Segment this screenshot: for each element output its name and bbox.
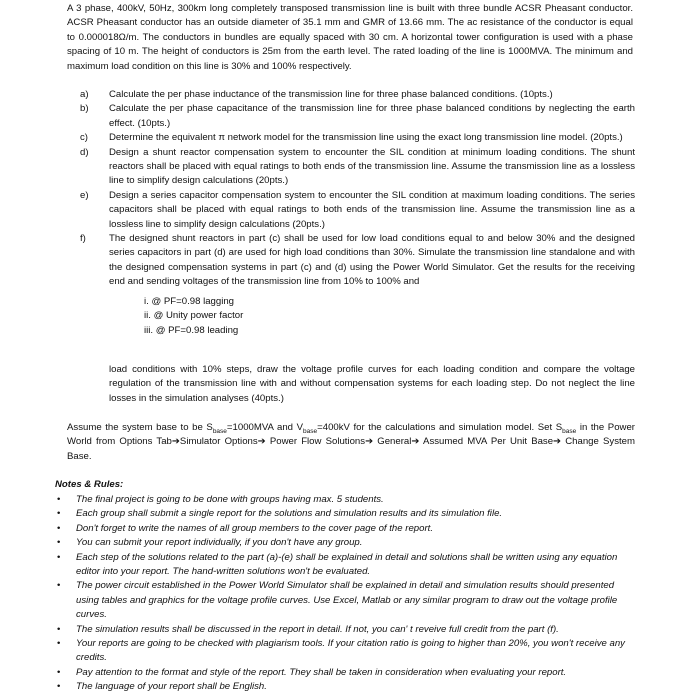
- task-list: [80, 88, 635, 338]
- task-item-f: [80, 232, 635, 338]
- note-text: The final project is going to be done with groups having max. 5 students.: [76, 494, 384, 505]
- note-text: The language of your report shall be English.: [76, 681, 267, 693]
- note-item: [55, 522, 637, 536]
- bullet-icon: •: [57, 551, 61, 563]
- pf-case-item: iii. @ PF=0.98 leading: [144, 324, 239, 336]
- task-label: d): [80, 146, 89, 158]
- task-item-e: [80, 189, 635, 232]
- base-text: =400kV for the calculations and simulation model. Set S: [317, 422, 563, 433]
- power-factor-cases: [109, 295, 635, 338]
- bullet-icon: •: [57, 623, 61, 635]
- note-text: You can submit your report individually, if you don't have any group.: [76, 537, 363, 549]
- base-subscript: base: [303, 427, 318, 435]
- base-text: in the Power World from Options Tab➔Simulator Options➔ Power Flow Solutions➔ General➔ Assumed MVA Per Unit Base➔ Change System Base.: [67, 422, 636, 462]
- task-item-a: [80, 88, 635, 102]
- bullet-icon: •: [57, 666, 61, 678]
- task-text: Design a shunt reactor compensation system to encounter the SIL condition at minimum loading conditions. The shunt reactors shall be placed with equal ratings to both ends of the transmission line. Assume the transmission line as a lossless line to simplify design calculations (20pts.): [109, 146, 635, 187]
- note-text: The power circuit established in the Power World Simulator shall be explained in detail and simulation results should presented using tables and graphics for the voltage profile curves. Use Excel, Matlab or any similar program to draw out the voltage profile curves.: [76, 580, 618, 621]
- bullet-icon: •: [57, 494, 61, 505]
- task-label: c): [80, 132, 88, 144]
- notes-heading: Notes & Rules:: [55, 479, 124, 490]
- task-text: The designed shunt reactors in part (c) shall be used for low load conditions equal to and below 30% and the designed series capacitors in part (d) are used for high load conditions than 30%. Simulate the transmission line standalone and with the designed compensation systems in part (c) and (d) using the Power World Simulator. Get the results for the receiving end and sending voltages of the transmission line from 10% to 100% and: [109, 233, 635, 288]
- task-item-c: [80, 131, 635, 145]
- bullet-icon: •: [57, 522, 61, 534]
- note-text: Each step of the solutions related to the part (a)-(e) shall be explained in detail and solutions shall be written using any equation editor into your report. The hand-written solutions won't be evaluated.: [76, 551, 618, 578]
- task-text: Design a series capacitor compensation system to encounter the SIL condition at maximum loading conditions. The series capacitors shall be placed with equal ratings to both ends of the transmission line. Assume the transmission line as a lossless line to simplify design calculations (20pts.): [109, 189, 635, 230]
- task-text: Determine the equivalent π network model for the transmission line using the exact long transmission line model. (20pts.): [109, 132, 623, 144]
- note-item: [55, 493, 637, 507]
- base-subscript: base: [212, 427, 227, 435]
- note-item: [55, 551, 637, 580]
- note-item: [55, 579, 637, 622]
- notes-list: [55, 493, 637, 695]
- note-item: [55, 637, 637, 666]
- bullet-icon: •: [57, 681, 61, 693]
- note-text: Each group shall submit a single report for the solutions and simulation results and its simulation file.: [76, 508, 503, 520]
- note-item: [55, 666, 637, 680]
- note-item: [55, 536, 637, 550]
- base-subscript: base: [562, 427, 577, 435]
- note-item: [55, 507, 637, 521]
- pf-case-item: i. @ PF=0.98 lagging: [144, 295, 235, 307]
- task-label: e): [80, 189, 89, 201]
- note-text: Pay attention to the format and style of the report. They shall be taken in consideration when evaluating your report.: [76, 666, 567, 678]
- bullet-icon: •: [57, 537, 61, 549]
- note-item: [55, 623, 637, 637]
- note-text: Don't forget to write the names of all group members to the cover page of the report.: [76, 522, 433, 534]
- bullet-icon: •: [57, 580, 61, 592]
- task-item-b: [80, 102, 635, 131]
- task-text: Calculate the per phase inductance of the transmission line for three phase balanced conditions. (10pts.): [109, 89, 553, 100]
- note-text: The simulation results shall be discussed in the report in detail. If not, you can' t reveive full credit from the part (f).: [76, 623, 559, 635]
- task-item-d: [80, 146, 635, 189]
- bullet-icon: •: [57, 508, 61, 520]
- task-label: f): [80, 233, 86, 245]
- task-label: a): [80, 89, 89, 100]
- task-text: Calculate the per phase capacitance of the transmission line for three phase balanced conditions by neglecting the earth effect. (10pts.): [109, 103, 635, 129]
- task-f-continuation: load conditions with 10% steps, draw the voltage profile curves for each loading condition and compare the voltage regulation of the transmission line with and without compensation systems for each loading step. Do not neglect the line losses in the simulation analyses (40pts.): [109, 364, 635, 404]
- system-base-note: [67, 421, 635, 464]
- problem-statement: A 3 phase, 400kV, 50Hz, 300km long completely transposed transmission line is built with three bundle ACSR Pheasant conductor. ACSR Pheasant conductor has an outside diameter of 35.1 mm and GMR of 13.66 mm. The ac resistance of the conductor is equal to 0.000018Ω/m. The conductors in bundles are equally spaced with 30 cm. A horizontal tower configuration is used with a phase spacing of 10 m. The height of conductors is 25m from the earth level. The rated loading of the line is 1000MVA. The minimum and maximum load condition on this line is 30% and 100% respectively.: [67, 3, 633, 72]
- bullet-icon: •: [57, 638, 61, 650]
- base-text: Assume the system base to be S: [67, 422, 213, 433]
- base-text: =1000MVA and V: [226, 422, 304, 433]
- pf-case-item: ii. @ Unity power factor: [144, 310, 244, 322]
- task-label: b): [80, 103, 89, 115]
- note-item: [55, 680, 637, 694]
- note-text: Your reports are going to be checked with plagiarism tools. If your citation ratio is going to higher than 20%, you won't receive any credits.: [76, 638, 625, 664]
